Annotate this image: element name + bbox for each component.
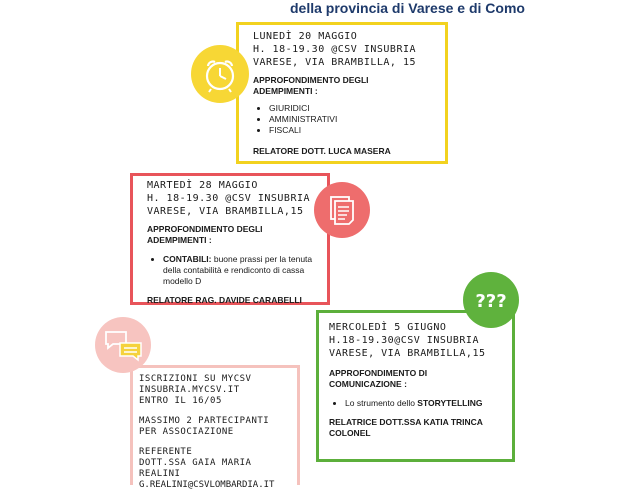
info-line-1: ISCRIZIONI SU MYCSV: [139, 374, 252, 384]
event-3-date: MERCOLEDÌ 5 GIUGNO: [329, 322, 447, 333]
event-1-item-2: • AMMINISTRATIVI: [269, 114, 439, 125]
info-card: [130, 365, 300, 490]
event-1-list: [253, 103, 439, 136]
event-2-address: VARESE, VIA BRAMBILLA,15: [147, 206, 304, 217]
header-title: della provincia di Varese e di Como: [290, 0, 525, 16]
event-3-topic: APPROFONDIMENTO DI COMUNICAZIONE :: [329, 368, 428, 389]
event-3-speaker: RELATRICE DOTT.SSA KATIA TRINCA COLONEL: [329, 417, 483, 438]
event-2-item-text: buone prassi per la tenuta della contabilità e rendiconto di cassa modello D: [163, 254, 313, 286]
svg-text:???: ???: [475, 291, 507, 312]
event-1-address: VARESE, VIA BRAMBILLA, 15: [253, 57, 417, 68]
event-card-1: [236, 22, 448, 164]
event-card-2: [130, 173, 330, 305]
event-2-speaker: RELATORE RAG. DAVIDE CARABELLI: [147, 295, 302, 305]
info-line-5: PER ASSOCIAZIONE: [139, 427, 234, 437]
documents-icon: [314, 182, 370, 238]
event-2-item-1: [163, 254, 313, 287]
info-icon-circle: [95, 317, 151, 373]
alarm-clock-icon: [191, 45, 249, 103]
event-1-speaker: RELATORE DOTT. LUCA MASERA: [253, 146, 391, 156]
event-2-item-label: CONTABILI:: [163, 254, 212, 264]
info-line-9: G.REALINI@CSVLOMBARDIA.IT: [139, 480, 275, 490]
event-3-address: VARESE, VIA BRAMBILLA,15: [329, 348, 486, 359]
event-3-time-place: H.18-19.30@CSV INSUBRIA: [329, 335, 479, 346]
info-line-6: REFERENTE: [139, 447, 193, 457]
event-2-icon-circle: [314, 182, 370, 238]
info-line-8: REALINI: [139, 469, 181, 479]
event-1-date: LUNEDÌ 20 MAGGIO: [253, 31, 358, 42]
chat-bubbles-icon: [95, 317, 151, 373]
event-3-icon-circle: [463, 272, 519, 328]
info-line-2: INSUBRIA.MYCSV.IT: [139, 385, 240, 395]
event-3-item-text: Lo strumento dello: [345, 398, 418, 408]
info-line-4: MASSIMO 2 PARTECIPANTI: [139, 416, 270, 426]
event-1-item-1: • GIURIDICI: [269, 103, 439, 114]
event-3-list: [329, 398, 506, 409]
event-3-item-label: STORYTELLING: [417, 398, 483, 408]
event-2-topic: APPROFONDIMENTO DEGLI ADEMPIMENTI :: [147, 224, 263, 245]
event-1-topic: APPROFONDIMENTO DEGLI ADEMPIMENTI :: [253, 75, 369, 96]
event-2-date: MARTEDÌ 28 MAGGIO: [147, 180, 258, 191]
event-card-3: [316, 310, 515, 462]
event-1-icon-circle: [191, 45, 249, 103]
event-1-time-place: H. 18-19.30 @CSV INSUBRIA: [253, 44, 417, 55]
event-1-item-3: • FISCALI: [269, 125, 439, 136]
event-3-item-1: [345, 398, 506, 409]
event-2-time-place: H. 18-19.30 @CSV INSUBRIA: [147, 193, 311, 204]
info-line-3: ENTRO IL 16/05: [139, 396, 222, 406]
question-marks-icon: [463, 272, 519, 328]
event-2-list: [147, 254, 321, 287]
info-line-7: DOTT.SSA GAIA MARIA: [139, 458, 252, 468]
